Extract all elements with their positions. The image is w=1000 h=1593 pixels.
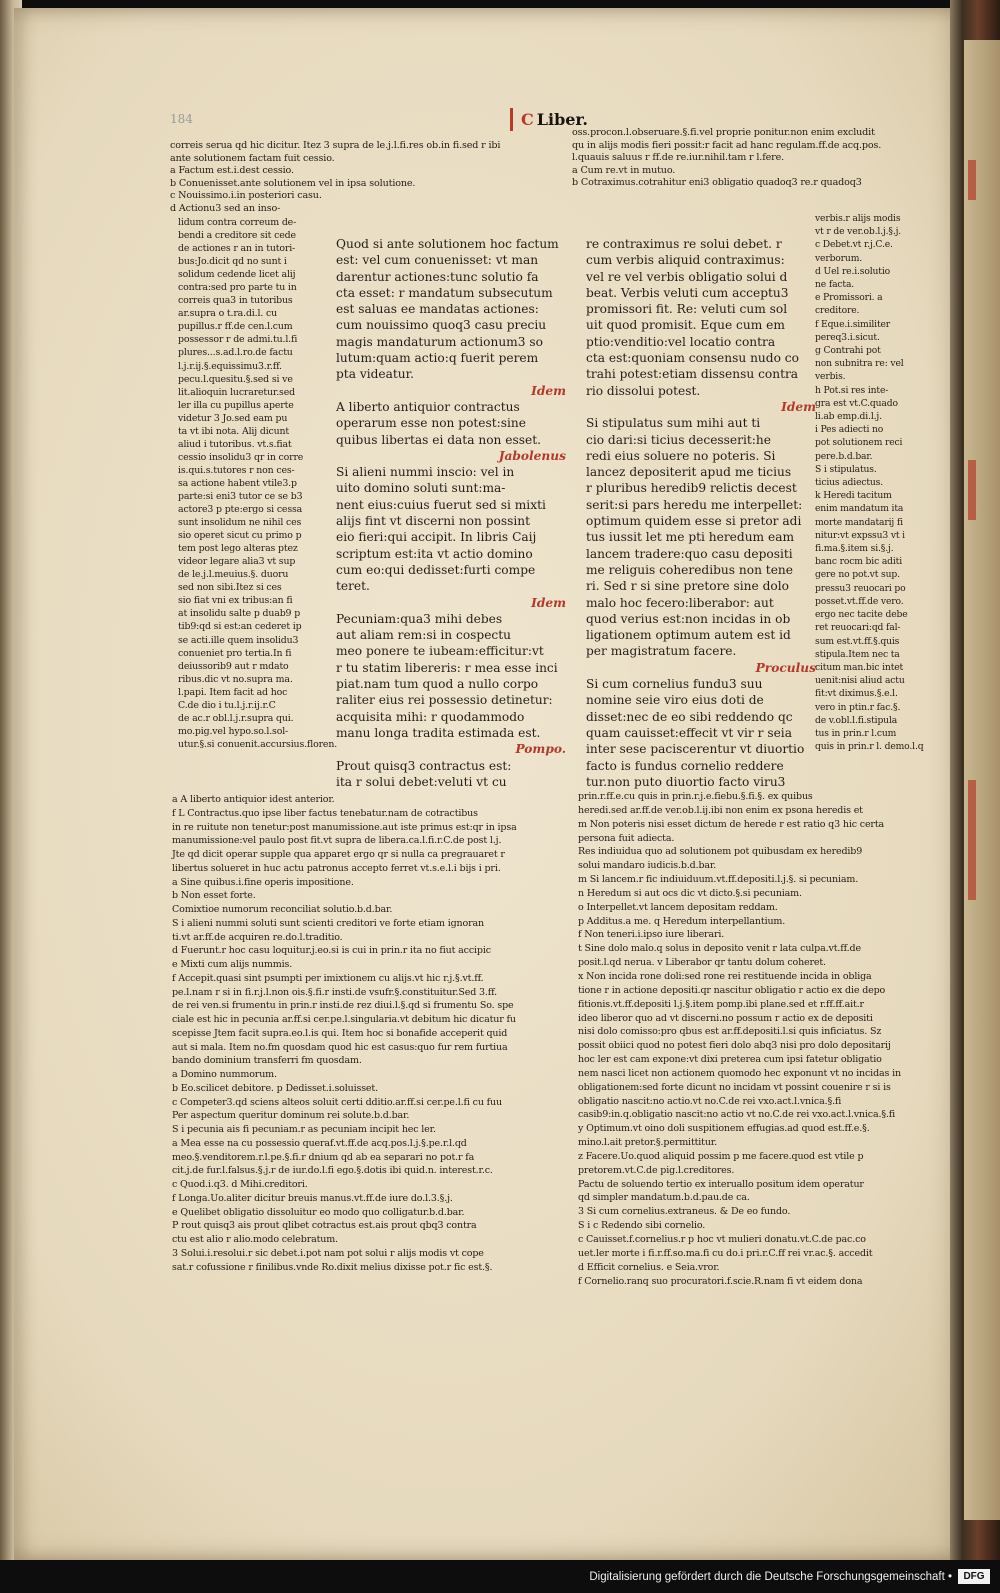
text-line: heredi.sed ar.ff.de ver.ob.l.ij.ibi non enim ex psona heredis et (578, 804, 863, 816)
text-line: verbis. (815, 371, 846, 383)
text-line: pot solutionem reci (815, 437, 903, 449)
text-line: tib9:qd si est:an cederet ip (178, 621, 302, 633)
text-line: bendi a creditore sit cede (178, 230, 296, 242)
text-line: gere no pot.vt sup. (815, 569, 900, 581)
text-line: pecu.l.quesitu.§.sed si ve (178, 373, 293, 385)
text-line: acquisita mihi: r quodammodo (336, 709, 525, 724)
text-line: a Factum est.i.dest cessio. (170, 165, 294, 177)
text-line: ribus.dic vt no.supra ma. (178, 673, 293, 685)
text-line: o Interpellet.vt lancem depositam reddam. (578, 901, 778, 913)
text-line: raliter eius rei possessio detinetur: (336, 693, 553, 708)
text-line: c Quod.i.q3. d Mihi.creditori. (172, 1179, 308, 1190)
text-line: utur.§.si conuenit.accursius.floren. (178, 738, 338, 750)
text-line: f Non teneri.i.ipso iure liberari. (578, 929, 725, 941)
text-line: verbis.r alijs modis (815, 213, 901, 224)
text-line: 3 Solui.i.resolui.r sic debet.i.pot nam pot solui r alijs modis vt cope (172, 1247, 484, 1259)
text-line: d Actionu3 sed an inso- (170, 202, 281, 214)
text-line: sa actione habent vtile3.p (178, 477, 297, 489)
text-line: sed non sibi.Itez si ces (178, 582, 282, 594)
text-line: Idem (531, 595, 566, 610)
text-line: e Mixti cum alijs nummis. (172, 959, 293, 970)
funding-note: Digitalisierung gefördert durch die Deutsche Forschungsgemeinschaft • (589, 1571, 952, 1583)
text-line: de actiones r an in tutori- (178, 243, 296, 255)
text-line: Per aspectum queritur dominum rei solute.b.d.bar. (172, 1110, 410, 1122)
text-line: pta videatur. (336, 367, 415, 382)
text-line: Res indiuidua quo ad solutionem pot quibusdam ex heredib9 (578, 846, 863, 858)
text-line: trahi potest:etiam dissensu contra (586, 367, 799, 382)
text-line: manu longa tradita estimada est. (336, 725, 541, 740)
folio-number: 184 (170, 112, 193, 126)
text-line: Proculus (755, 660, 816, 675)
text-line: contra:sed pro parte tu in (178, 282, 297, 294)
text-line: correis qua3 in tutoribus (178, 295, 293, 307)
text-line: a Mea esse na cu possessio queraf.vt.ff.de acq.pos.l.j.§.pe.r.l.qd (172, 1137, 467, 1149)
text-line: pe.l.nam r si in fi.r.j.l.non ois.§.fi.r insti.de vsufr.§.constituitur.Sed 3.ff. (172, 986, 498, 998)
gloss-left-narrow (178, 216, 338, 751)
text-line: de rei ven.si frumentu in prin.r insti.de rez diui.l.§.qd si frumentu So. spe (172, 1000, 514, 1012)
gloss-top-right (572, 127, 937, 190)
rubric-mark (968, 460, 976, 520)
text-line: ctu est alio r alio.modo celebratum. (172, 1234, 338, 1245)
text-line: quibus libertas ei data non esset. (336, 432, 541, 447)
text-line: m Si lancem.r fic indiuiduum.vt.ff.depositi.l.j.§. si pecuniam. (578, 874, 859, 886)
gloss-top-left (170, 140, 560, 216)
text-line: se acti.ille quem insolidu3 (178, 634, 299, 646)
text-line: Pompo. (515, 742, 566, 757)
text-line: ta vt ibi nota. Alij dicunt (178, 425, 290, 437)
text-line: aliud i tutoribus. vt.s.fiat (178, 438, 292, 450)
text-line: f Cornelio.ranq suo procuratori.f.scie.R.nam fi vt eidem dona (578, 1275, 863, 1287)
text-line: f L Contractus.quo ipse liber factus tenebatur.nam de cotractibus (172, 807, 478, 819)
text-line: cessio insolidu3 qr in corre (178, 451, 304, 463)
text-line: verborum. (815, 252, 863, 264)
text-line: possit obiici quod no potest fieri dolo abq3 nisi pro dolo depositarij (578, 1040, 891, 1052)
text-line: correis serua qd hic dicitur. Itez 3 supra de le.j.l.fi.res ob.in fi.sed r ibi (170, 140, 501, 151)
text-line: mino.l.ait pretor.§.permittitur. (578, 1137, 718, 1149)
text-column-left (336, 236, 566, 790)
text-line: m Non poteris nisi esset dictum de herede r est ratio q3 hic certa (578, 818, 884, 830)
text-line: Pecuniam:qua3 mihi debes (336, 611, 503, 626)
text-line: f Accepit.quasi sint psumpti per imixtionem cu alijs.vt hic r.j.§.vt.ff. (172, 972, 484, 984)
dfg-logo: DFG (958, 1569, 990, 1584)
text-line: cit.j.de fur.l.falsus.§.j.r de iur.do.l.fi ego.§.dotis ibi quid.n. interest.r.c. (172, 1165, 493, 1177)
text-column-right (586, 236, 816, 790)
text-line: cta est:quoniam consensu nudo co (586, 351, 799, 366)
text-line: fit:vt diximus.§.e.l. (815, 688, 898, 700)
text-line: l.quauis saluus r ff.de re.iur.nihil.tam r l.fere. (572, 152, 785, 164)
text-line: ergo nec tacite debe (815, 609, 908, 621)
text-line: cio dari:si ticius decesserit:he (586, 432, 771, 447)
text-line: rio dissolui potest. (586, 383, 701, 398)
text-line: obligatio nascit:no actio.vt no.C.de rei vxo.act.l.vnica.§.fi (578, 1095, 842, 1107)
text-line: Si stipulatus sum mihi aut ti (586, 416, 761, 431)
text-line: non subnitra re: vel (815, 358, 904, 370)
text-line: a Cum re.vt in mutuo. (572, 164, 676, 176)
text-line: l.papi. Item facit ad hoc (178, 686, 288, 698)
text-line: cum verbis aliquid contraximus: (586, 253, 785, 268)
text-line: de le.j.l.meuius.§. duoru (178, 569, 289, 581)
rubric-mark (968, 160, 976, 200)
text-line: lit.alioquin lucraretur.sed (178, 386, 295, 398)
text-line: Idem (531, 383, 566, 398)
text-line: optimum quidem esse si pretor adi (586, 514, 802, 529)
text-line: S i pecunia ais fi pecuniam.r as pecuniam incipit hec ler. (172, 1124, 436, 1135)
text-line: scepisse Jtem facit supra.eo.l.is qui. Item hoc si bonafide acceperit quid (172, 1027, 508, 1039)
text-line: persona fuit adiecta. (578, 832, 675, 844)
text-line: sunt insolidum ne nihil ces (178, 517, 302, 529)
text-line: uito domino soluti sunt:ma- (336, 481, 506, 496)
text-line: tione r in actione depositi.qr nascitur obligatio r actio ex die depo (578, 984, 886, 996)
text-line: b Non esset forte. (172, 890, 256, 902)
text-line: possessor r de admi.tu.l.fi (178, 334, 298, 346)
text-line: c Competer3.qd sciens alteos soluit certi dditio.ar.ff.si cer.pe.l.fi cu fuu (172, 1096, 502, 1108)
text-line: de ac.r obl.l.j.r.supra qui. (178, 712, 294, 724)
text-line: ar.supra o t.ra.di.l. cu (178, 308, 277, 320)
text-line: posset.vt.ff.de vero. (815, 595, 904, 607)
text-line: Jabolenus (498, 448, 566, 463)
text-line: creditore. (815, 305, 860, 317)
text-line: ciale est hic in pecunia ar.ff.si cer.pe.l.singularia.vt debitum hic dicatur fu (172, 1014, 516, 1025)
text-line: mo.pig.vel hypo.so.l.sol- (178, 725, 289, 737)
text-line: A liberto antiquior contractus (336, 399, 520, 414)
text-line: nent eius:cuius fuerut sed si mixti (336, 497, 546, 512)
text-line: sat.r cofussione r finilibus.vnde Ro.dixit melius dixisse pot.r fic est.§. (172, 1261, 493, 1273)
text-line: a Domino nummorum. (172, 1069, 277, 1080)
text-line: libertus solueret in huc actu patronus accepto ferret vt.s.e.l.i bijs i pri. (172, 862, 501, 874)
text-line: pereq3.i.sicut. (815, 331, 880, 343)
text-line: p Additus.a me. q Heredum interpellantium. (578, 915, 786, 927)
text-line: ante solutionem factam fuit cessio. (170, 152, 335, 164)
text-line: solidum cedende licet alij (178, 269, 296, 281)
text-line: banc rocm bic aditi (815, 556, 903, 568)
text-line: Si alieni nummi inscio: vel in (336, 465, 515, 480)
text-line: meo.§.venditorem.r.l.pe.§.fi.r dnium qd ab ea separari no pot.r fa (172, 1151, 475, 1163)
text-line: Prout quisq3 contractus est: (336, 758, 512, 773)
text-line: sio fiat vni ex tribus:an fi (178, 595, 293, 607)
text-line: c Nouissimo.i.in posteriori casu. (170, 190, 322, 202)
text-line: meo ponere te iubeam:efficitur:vt (336, 644, 544, 659)
text-line: Si cum cornelius fundu3 suu (586, 677, 763, 692)
text-line: at insolidu salte p duab9 p (178, 608, 301, 620)
text-line: Jte qd dicit operar supple qua apparet ergo qr si nulla ca pregrauaret r (172, 849, 505, 860)
text-line: conueniet pro tertia.In fi (178, 647, 292, 659)
text-line: quod verius est:non incidas in ob (586, 611, 791, 626)
text-line: scriptum est:ita vt actio domino (336, 546, 533, 561)
text-line: cum nouissimo quoq3 casu preciu (336, 318, 547, 333)
text-line: deiussorib9 aut r mdato (178, 660, 289, 672)
text-line: uet.ler morte i fi.r.ff.so.ma.fi cu do.i pri.r.C.ff rei vr.ac.§. accedit (578, 1247, 873, 1259)
text-line: cum eo:qui dedisset:furti compe (336, 562, 536, 577)
text-line: pere.b.d.bar. (815, 450, 873, 462)
text-line: bando dominium transferri fm quosdam. (172, 1055, 362, 1067)
text-line: S i stipulatus. (815, 463, 877, 475)
text-line: ita r solui debet:veluti vt cu (336, 774, 507, 789)
text-line: qd simpler mandatum.b.d.pau.de ca. (578, 1192, 750, 1204)
text-line: fitionis.vt.ff.depositi l.j.§.item pomp.ibi plane.sed et r.ff.ff.ait.r (578, 998, 864, 1010)
text-line: is.qui.s.tutores r non ces- (178, 464, 295, 476)
text-line: S i alieni nummi soluti sunt scienti creditori ve forte etiam ignoran (172, 917, 484, 929)
text-line: beat. Verbis veluti cum acceptu3 (586, 285, 789, 300)
text-line: bus:Jo.dicit qd no sunt i (178, 256, 287, 268)
text-line: ptio:venditio:vel locatio contra (586, 334, 776, 349)
text-line: inter sese paciscerentur vt diuortio (586, 742, 805, 757)
text-line: fi.ma.§.item si.§.j. (815, 543, 894, 555)
text-line: e Promissori. a (815, 292, 883, 304)
text-line: r tu statim libereris: r mea esse inci (336, 660, 558, 675)
text-line: operarum esse non potest:sine (336, 416, 526, 431)
text-line: malo hoc fecero:liberabor: aut (586, 595, 774, 610)
text-line: tus iussit let me pti heredum eam (586, 530, 795, 545)
text-line: obligationem:sed forte dicunt no incidam vt possint couenire r si is (578, 1081, 891, 1093)
text-line: aut aliam rem:si in cospectu (336, 628, 511, 643)
text-line: lancem tradere:quo casu depositi (586, 546, 793, 561)
text-line: morte mandatarij fi (815, 516, 903, 528)
text-line: plures...s.ad.l.ro.de factu (178, 347, 293, 359)
text-line: citum man.bic intet (815, 661, 904, 673)
text-line: solui mandaro iudicis.b.d.bar. (578, 860, 717, 872)
text-line: tur.non puto diuortio facto viru3 (586, 774, 786, 789)
text-line: lidum contra correum de- (178, 217, 297, 228)
text-line: nisi dolo comisso:pro qbus est ar.ff.depositi.l.si quis inficiatus. Sz (578, 1026, 882, 1038)
text-line: teret. (336, 579, 370, 594)
text-line: gra est vt.C.quado (815, 397, 898, 409)
text-line: me religuis coheredibus non tene (586, 562, 793, 577)
text-line: cta esset: r mandatum subsecutum (336, 285, 553, 300)
text-line: nomine seie viro eius doti de (586, 693, 764, 708)
text-line: sum est.vt.ff.§.quis (815, 635, 900, 647)
text-line: k Heredi tacitum (815, 490, 892, 502)
text-line: magis mandaturum actionum3 so (336, 334, 543, 349)
text-line: pretorem.vt.C.de pig.l.creditores. (578, 1164, 735, 1176)
text-line: manumissione:vel paulo post fit.vt supra de libera.ca.l.fi.r.C.de post l.j. (172, 835, 502, 847)
gloss-bottom-left (172, 793, 567, 1274)
text-line: stipula.Item nec ta (815, 648, 900, 660)
text-line: promissori fit. Re: veluti cum sol (586, 302, 788, 317)
text-line: qu in alijs modis fieri possit:r facit ad hanc regulam.ff.de acq.pos. (572, 139, 882, 151)
text-line: n Heredum si aut ocs dic vt dicto.§.si pecuniam. (578, 887, 802, 899)
text-line: P rout quisq3 ais prout qlibet cotractus est.ais prout qbq3 contra (172, 1220, 477, 1232)
text-line: t Sine dolo malo.q solus in deposito venit r lata culpa.vt.ff.de (578, 943, 861, 955)
text-line: per magistratum facere. (586, 644, 737, 659)
text-line: facto is fundus cornelio reddere (586, 758, 784, 773)
text-line: ri. Sed r si sine pretore sine dolo (586, 579, 789, 594)
text-line: a Sine quibus.i.fine operis impositione. (172, 876, 354, 888)
text-line: pupillus.r ff.de cen.l.cum (178, 321, 293, 333)
text-line: tem post lego alteras ptez (178, 543, 298, 555)
text-line: c Debet.vt r.j.C.e. (815, 239, 893, 251)
text-line: z Facere.Uo.quod aliquid possim p me facere.quod est vtile p (578, 1150, 864, 1162)
text-line: uit quod promisit. Eque cum em (586, 318, 785, 333)
text-line: aut si mala. Item no.fm quosdam quod hic est casus:quo fur rem furtiua (172, 1041, 508, 1053)
text-line: oss.procon.l.obseruare.§.fi.vel proprie ponitur.non enim excludit (572, 127, 875, 138)
text-line: redi eius soluere no poteris. Si (586, 448, 776, 463)
text-line: actore3 p pte:ergo si cessa (178, 504, 303, 516)
text-line: vero in ptin.r fac.§. (815, 701, 901, 713)
text-line: Pactu de soluendo tertio ex interuallo positum idem operatur (578, 1178, 864, 1190)
text-line: ret reuocari:qd fal- (815, 622, 901, 634)
text-line: posit.l.qd nerua. v Liberabor qr tantu dolum coheret. (578, 957, 826, 969)
text-line: a A liberto antiquior idest anterior. (172, 794, 335, 805)
text-line: g Contrahi pot (815, 345, 881, 357)
text-line: d Efficit cornelius. e Seia.vror. (578, 1261, 720, 1273)
text-line: b Cotraximus.cotrahitur eni3 obligatio quadoq3 re.r quadoq3 (572, 177, 862, 189)
text-line: lutum:quam actio:q fuerit perem (336, 351, 539, 366)
text-line: f Longa.Uo.aliter dicitur breuis manus.vt.ff.de iure do.l.3.§.j. (172, 1192, 453, 1204)
gloss-right-narrow (815, 212, 945, 753)
text-line: lancez depositerit apud me ticius (586, 465, 792, 480)
text-line: nem nasci licet non actionem quomodo hec exponunt vt no incidas in (578, 1067, 901, 1079)
text-line: videor legare alia3 vt sup (178, 556, 296, 568)
text-line: l.j.r.ij.§.equissimu3.r.ff. (178, 360, 282, 372)
text-line: c Cauisset.f.cornelius.r p hoc vt mulieri donatu.vt.C.de pac.co (578, 1234, 866, 1245)
text-line: videtur 3 Jo.sed eam pu (178, 412, 288, 424)
gloss-bottom-right (578, 790, 948, 1288)
text-line: hoc ler est cam expone:vt dixi preterea cum ipsi fatetur obligatio (578, 1054, 882, 1066)
text-line: ticius adiectus. (815, 477, 883, 489)
liber-heading: C Liber. (510, 108, 596, 131)
text-line: est saluas ee mandatas actiones: (336, 302, 539, 317)
text-line: quam cauisset:effecit vt vir r seia (586, 725, 792, 740)
text-line: e Quelibet obligatio dissoluitur eo modo quo colligatur.b.d.bar. (172, 1206, 465, 1218)
text-line: x Non incida rone doli:sed rone rei restituende incida in obliga (578, 970, 872, 982)
text-line: quis in prin.r l. demo.l.q (815, 741, 924, 753)
text-line: de v.obl.l.fi.stipula (815, 714, 898, 726)
text-line: alijs fint vt discerni non possint (336, 514, 531, 529)
text-line: Idem (781, 399, 816, 414)
text-line: S i c Redendo sibi cornelio. (578, 1220, 706, 1232)
text-line: in re ruitute non tenetur:post manumissione.aut iste primus est:qr in ipsa (172, 821, 517, 833)
text-line: casib9:in.q.obligatio nascit:no actio vt no.C.de rei vxo.act.l.vnica.§.fi (578, 1109, 896, 1121)
text-line: ne facta. (815, 279, 855, 291)
next-page-strip (964, 40, 1000, 1520)
text-line: i Pes adiecti no (815, 424, 884, 436)
text-line: C.de dio i tu.l.j.r.ij.r.C (178, 699, 276, 711)
text-line: y Optimum.vt oino doli suspitionem effugias.ad quod est.ff.e.§. (578, 1123, 870, 1135)
text-line: Comixtioe numorum reconciliat solutio.b.d.bar. (172, 904, 393, 915)
rubric-mark (968, 780, 976, 900)
text-line: d Fuerunt.r hoc casu loquitur.j.eo.si is cui in prin.r ita no fiut accipic (172, 945, 491, 957)
text-line: tus in prin.r l.cum (815, 727, 897, 739)
text-line: eio fieri:qui accipit. In libris Caij (336, 530, 537, 545)
text-line: d Uel re.i.solutio (815, 265, 891, 277)
text-line: nitur:vt expssu3 vt i (815, 529, 905, 541)
text-line: parte:si eni3 tutor ce se b3 (178, 490, 303, 502)
text-line: pressu3 reuocari po (815, 582, 906, 594)
text-line: serit:si pars heredu me interpellet: (586, 497, 803, 512)
text-line: ideo liberor quo ad vt discerni.no possum r actio ex de depositi (578, 1012, 873, 1024)
text-line: vel re vel verbis obligatio solui d (586, 269, 788, 284)
text-line: f Eque.i.similiter (815, 318, 891, 330)
text-line: 3 Si cum cornelius.extraneus. & De eo fundo. (578, 1206, 791, 1218)
text-line: h Pot.si res inte- (815, 384, 889, 396)
text-line: re contraximus re solui debet. r (586, 237, 782, 251)
text-line: vt r de ver.ob.l.j.§.j. (815, 226, 902, 238)
text-line: uenit:nisi aliud actu (815, 675, 905, 687)
text-line: ti.vt ar.ff.de acquiren re.do.l.traditio. (172, 931, 343, 943)
text-line: li.ab emp.di.l.j. (815, 411, 882, 423)
text-line: b Conuenisset.ante solutionem vel in ipsa solutione. (170, 177, 416, 189)
text-line: enim mandatum ita (815, 503, 904, 515)
text-line: ligationem optimum autem est id (586, 628, 791, 643)
text-line: sio operet sicut cu primo p (178, 530, 302, 542)
text-line: prin.r.ff.e.cu quis in prin.r.j.e.fiebu.§.fi.§. ex quibus (578, 791, 813, 802)
footer-bar (0, 1560, 1000, 1593)
text-line: est: vel cum conuenisset: vt man (336, 253, 539, 268)
text-line: b Eo.scilicet debitore. p Dedisset.i.soluisset. (172, 1082, 378, 1094)
text-line: darentur actiones:tunc solutio fa (336, 269, 539, 284)
text-line: ler illa cu pupillus aperte (178, 399, 294, 411)
text-line: piat.nam tum quod a nullo corpo (336, 677, 539, 692)
text-line: r pluribus heredib9 relictis decest (586, 481, 797, 496)
text-line: Quod si ante solutionem hoc factum (336, 237, 559, 251)
text-line: disset:nec de eo sibi reddendo qc (586, 709, 793, 724)
